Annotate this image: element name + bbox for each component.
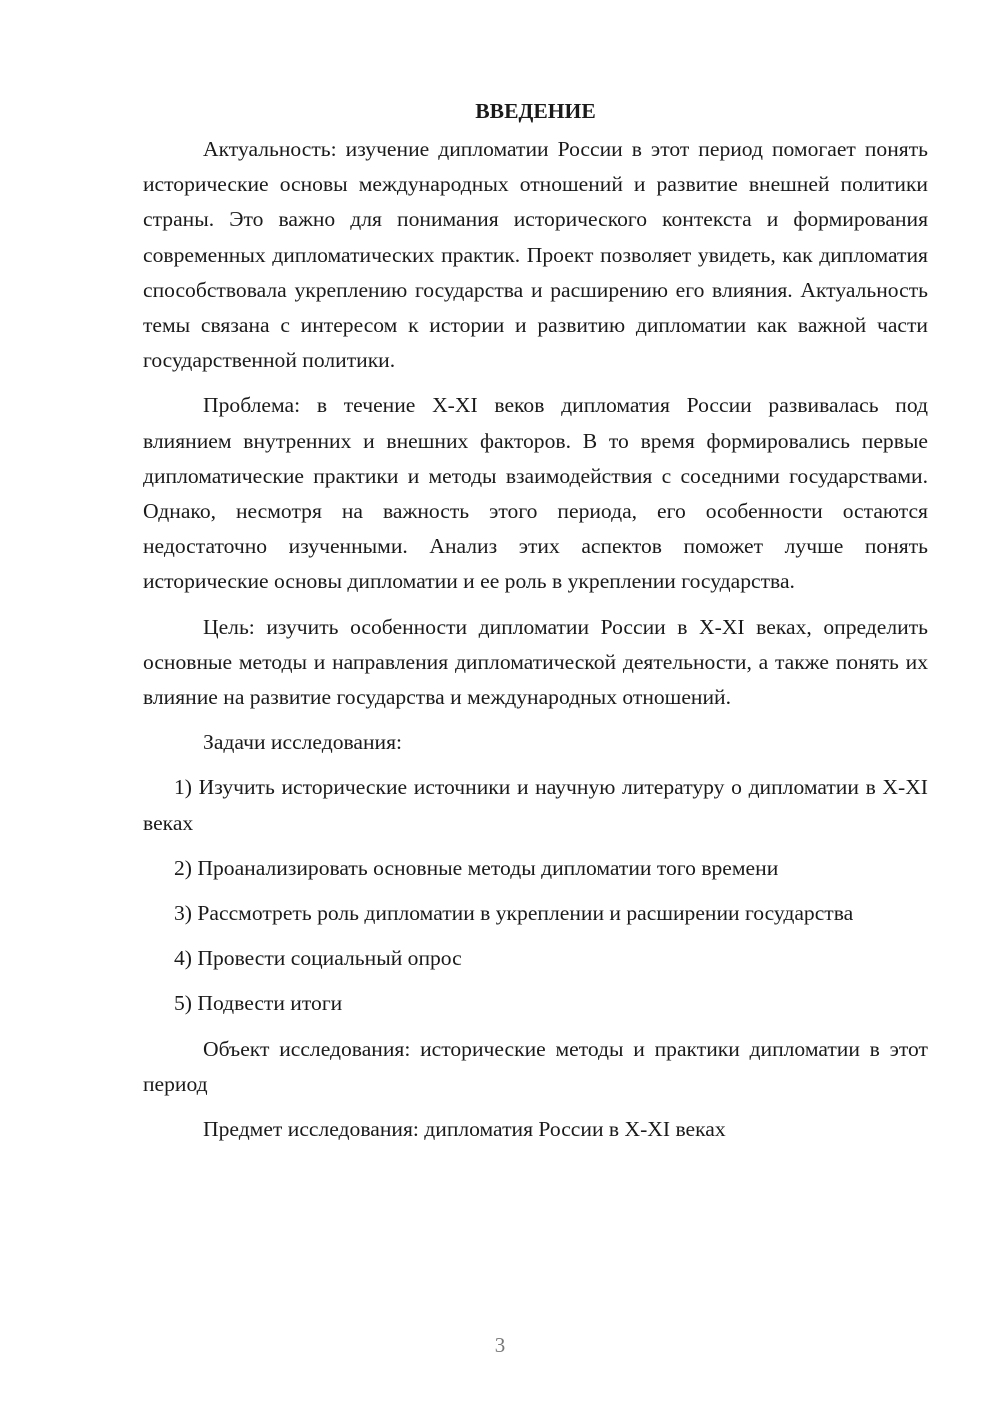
task-item-1: 1) Изучить исторические источники и научную литературу о дипломатии в X-XI веках — [143, 775, 928, 835]
section-title: ВВЕДЕНИЕ — [475, 99, 596, 123]
page-number: 3 — [494, 1333, 506, 1357]
task-item-4: 4) Провести социальный опрос — [174, 946, 462, 971]
task-item-2: 2) Проанализировать основные методы дипломатии того времени — [174, 855, 779, 880]
goal-paragraph: Цель: изучить особенности дипломатии России в X-XI веках, определить основные методы и направления дипломатической деятельности, а также понять их влияние на развитие государства и международных отношений. — [143, 614, 928, 710]
relevance-paragraph: Актуальность: изучение дипломатии России в этот период помогает понять исторические основы международных отношений и развитие внешней политики страны. Это важно для понимания исторического контекста и формирования современных дипломатических практик. Проект позволяет увидеть, как дипломатия способствовала укреплению государства и расширению его влияния. Актуальность темы связана с интересом к истории и развитию дипломатии как важной части государственной политики. — [143, 137, 928, 373]
task-item-3: 3) Рассмотреть роль дипломатии в укреплении и расширении государства — [174, 901, 854, 926]
subject-paragraph: Предмет исследования: дипломатия России в X-XI веках — [203, 1117, 726, 1142]
object-paragraph: Объект исследования: исторические методы и практики дипломатии в этот период — [143, 1036, 928, 1096]
document-page — [143, 92, 928, 1157]
task-item-5: 5) Подвести итоги — [174, 991, 343, 1016]
tasks-heading: Задачи исследования: — [203, 730, 403, 755]
problem-paragraph: Проблема: в течение X-XI веков дипломатия России развивалась под влиянием внутренних и внешних факторов. В то время формировались первые дипломатические практики и методы взаимодействия с соседними государствами. Однако, несмотря на важность этого периода, его особенности остаются недостаточно изученными. Анализ этих аспектов поможет лучше понять исторические основы дипломатии и ее роль в укреплении государства. — [143, 393, 928, 594]
